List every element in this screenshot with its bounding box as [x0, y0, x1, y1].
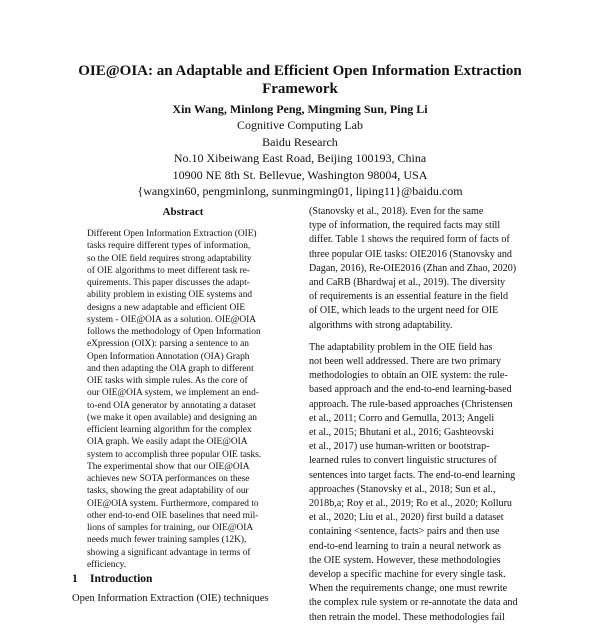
paragraph — [309, 205, 518, 333]
abstract-line: follows the methodology of Open Information — [87, 327, 261, 337]
abstract-line: eXpression (OIX): parsing a sentence to an — [87, 339, 249, 350]
text-line: type of information, the required facts may still — [309, 220, 501, 232]
abstract-line: system - OIE@OIA as a solution. OIE@OIA — [87, 314, 257, 325]
text-line: the complex rule system or re-annotate the data and — [309, 597, 518, 609]
section-title: Introduction — [90, 573, 153, 585]
affiliation-line: No.10 Xibeiwang East Road, Beijing 100193, China — [173, 151, 427, 166]
text-line: methodologies to obtain an OIE system: the rule- — [309, 370, 508, 382]
paragraph — [309, 341, 518, 625]
text-line: three popular OIE tasks: OIE2016 (Stanovsky and — [309, 248, 512, 260]
section-heading-introduction — [72, 572, 152, 586]
abstract-line: Different Open Information Extraction (OIE) — [87, 229, 257, 239]
left-column — [87, 205, 279, 571]
text-line: develop a specific machine for every single task. — [309, 569, 506, 581]
abstract-line: OIE@OIA system. Furthermore, compared to — [87, 498, 259, 509]
text-line: and CaRB (Bhardwaj et al., 2019). The diversity — [309, 277, 506, 289]
abstract-line: (we make it open available) and designing an — [87, 412, 257, 423]
abstract-line: system to accomplish three popular OIE tasks. — [87, 449, 262, 460]
abstract-line: OIA graph. We easily adapt the OIE@OIA — [87, 437, 248, 448]
abstract-line: showing a significant advantage in terms of — [87, 547, 251, 558]
author-emails: {wangxin60, pengminlong, sunmingming01, liping11}@baidu.com — [137, 184, 463, 199]
abstract-line: and then adapting the OIA graph to different — [87, 363, 254, 374]
abstract-line: The experimental show that our OIE@OIA — [87, 461, 250, 472]
text-line: containing <sentence, facts> pairs and then use — [309, 526, 500, 538]
text-line: et al., 2017) use human-written or bootstrap- — [309, 441, 490, 453]
section-number: 1 — [72, 573, 78, 585]
affiliation-line: Baidu Research — [262, 134, 338, 149]
abstract-body — [87, 228, 279, 571]
right-column — [309, 205, 518, 625]
text-line: (Stanovsky et al., 2018). Even for the same — [309, 206, 484, 217]
author-list: Xin Wang, Minlong Peng, Mingming Sun, Ping Li — [172, 102, 428, 116]
abstract-line: so the OIE field requires strong adaptability — [87, 253, 252, 264]
text-line: 2018b,a; Roy et al., 2019; Ro et al., 2020; Kolluru — [309, 498, 512, 510]
text-line: differ. Table 1 shows the required form of facts of — [309, 234, 510, 246]
abstract-line: other end-to-end OIE baselines that need mil- — [87, 510, 259, 521]
text-line: et al., 2011; Corro and Gemulla, 2013; Angeli — [309, 412, 495, 424]
text-line: not been well addressed. There are two primary — [309, 356, 502, 368]
abstract-line: quirements. This paper discusses the adapt- — [87, 278, 250, 288]
text-line: When the requirements change, one must rewrite — [309, 583, 508, 595]
abstract-line: achieves new SOTA performances on these — [87, 474, 250, 484]
text-line: the OIE system. However, these methodologies — [309, 554, 501, 566]
abstract-line: our OIE@OIA system, we implement an end- — [87, 388, 259, 399]
title-line: OIE@OIA: an Adaptable and Efficient Open Information Extraction — [78, 63, 522, 79]
text-line: of OIE, which leads to the urgent need for OIE — [309, 305, 499, 317]
abstract-line: to-end OIA generator by annotating a dataset — [87, 400, 256, 411]
text-line: learned rules to convert linguistic structures of — [309, 455, 497, 467]
text-line: Dagan, 2016), Re-OIE2016 (Zhan and Zhao, 2020) — [309, 262, 517, 274]
affiliation-line: Cognitive Computing Lab — [237, 118, 363, 132]
affiliation-block — [40, 117, 560, 200]
title-line: Framework — [262, 81, 338, 97]
paper-title — [40, 62, 560, 98]
abstract-line: of OIE algorithms to meet different task re- — [87, 265, 251, 276]
text-line: of requirements is an essential feature in the field — [309, 291, 508, 303]
text-line: sentences into target facts. The end-to-end learning — [309, 469, 516, 481]
text-line: approach. The rule-based approaches (Christensen — [309, 398, 513, 410]
text-line: The adaptability problem in the OIE field has — [309, 341, 493, 353]
text-line: then retrain the model. These methodologies fail — [309, 611, 505, 623]
abstract-heading: Abstract — [162, 206, 204, 218]
text-line: algorithms with strong adaptability. — [309, 319, 453, 331]
intro-first-line: Open Information Extraction (OIE) techniques — [72, 593, 269, 604]
text-line: end-to-end learning to train a neural network as — [309, 540, 501, 552]
abstract-line: efficiency. — [87, 559, 127, 570]
abstract-line: tasks require different types of information, — [87, 241, 251, 252]
text-line: et al., 2015; Bhutani et al., 2016; Gashteovski — [309, 427, 494, 439]
abstract-line: lions of samples for training, our OIE@OIA — [87, 523, 254, 533]
abstract-line: efficient learning algorithm for the complex — [87, 425, 252, 435]
text-line: et al., 2020; Liu et al., 2020) first build a dataset — [309, 512, 504, 524]
abstract-line: OIE tasks with simple rules. As the core of — [87, 376, 248, 386]
text-line: approaches (Stanovsky et al., 2018; Sun et al., — [309, 483, 496, 495]
abstract-line: tasks, showing the great adaptability of our — [87, 486, 249, 497]
text-line: based approach and the end-to-end learning-based — [309, 384, 512, 396]
abstract-line: ability problem in existing OIE systems and — [87, 290, 253, 301]
abstract-line: Open Information Annotation (OIA) Graph — [87, 351, 250, 362]
abstract-line: needs much fewer training samples (12K), — [87, 535, 247, 546]
affiliation-line: 10900 NE 8th St. Bellevue, Washington 98004, USA — [172, 167, 428, 182]
abstract-line: designs a new adaptable and efficient OIE — [87, 302, 246, 313]
